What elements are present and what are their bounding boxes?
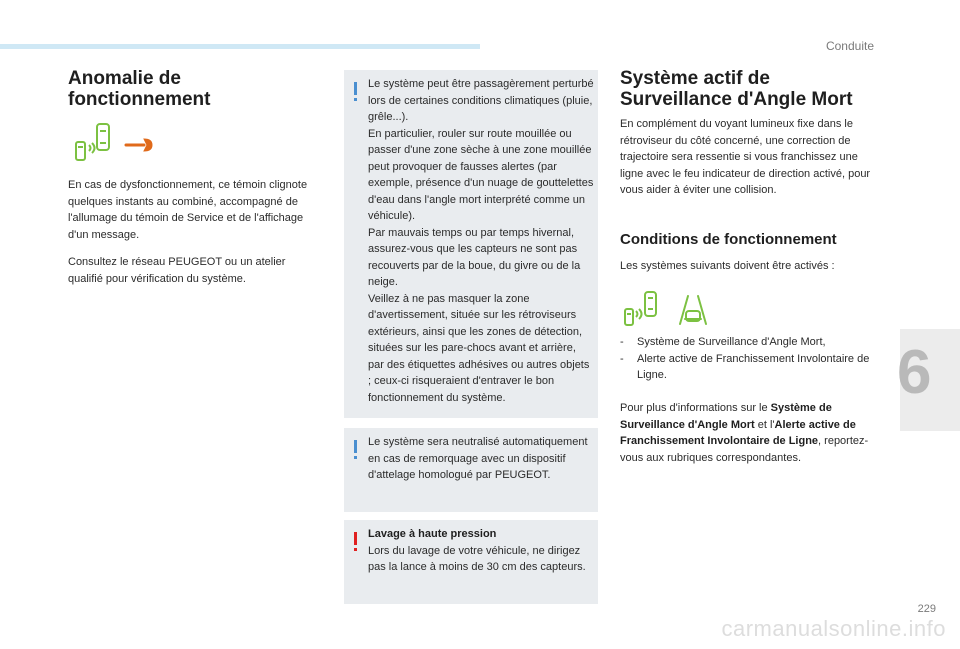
blind-spot-icon [76,124,109,160]
required-systems-list [620,334,878,384]
warning-note-washing [344,520,598,604]
wrench-icon [126,139,152,151]
note-towing-text: Le système sera neutralisé automatiquement en cas de remorquage avec un dispositif d'attelage homologué par PEUGEOT. [368,436,588,481]
condition-icons [622,290,712,328]
info-icon [354,440,357,453]
watermark: carmanualsonline.info [721,616,946,641]
list-item: - Alerte active de Franchissement Involontaire de Ligne. [620,351,878,384]
more-info-mid: et l' [754,418,775,431]
more-info-post: , reportez-vous aux rubriques correspondantes. [620,435,869,464]
active-system-section [620,68,878,464]
info-note-weather [344,70,598,418]
anomaly-warning-icons [72,122,162,162]
note-weather-text: Le système peut être passagèrement perturbé lors de certaines conditions climatiques (pluie, grêle...). En particulier, rouler sur route mouillée ou passer d'une zone sèche à une zone mouillée peut provoquer de fausses alertes (par exemple, présence d'un nuage de gouttelettes d'eau dans l'angle mort interprété comme un véhicule). Par mauvais temps ou par temps hivernal, assurez-vous que les capteurs ne sont pas recouverts par de la boue, du givre ou de la neige. Veillez à ne pas masquer la zone d'avertissement, située sur les rétroviseurs extérieurs, ainsi que les zones de détection, situées sur les pare-chocs avant et arrière, par des étiquettes adhésives ou autres objets ; ceux-ci risqueraient d'entraver le bon fonctionnement du système. [368,78,594,404]
chapter-title: Conduite [825,39,874,53]
active-system-intro: En complément du voyant lumineux fixe dans le rétroviseur du côté concerné, une correction de trajectoire sera ressentie si vous franchissez une ligne avec le feu indicateur de direction activé, pour vous aider à éviter une collision. [620,118,871,196]
blind-spot-icon [625,292,656,325]
info-icon [354,82,357,95]
list-item: - Système de Surveillance d'Angle Mort, [620,334,878,351]
note-washing [368,526,594,576]
anomaly-section [68,68,318,285]
note-washing-title: Lavage à haute pression [368,528,497,540]
more-info-link-lane: Alerte active de Franchissement Involontaire de Ligne [620,418,856,447]
note-washing-text: Lors du lavage de votre véhicule, ne dirigez pas la lance à moins de 30 cm des capteurs. [368,544,586,573]
anomaly-text-2: Consultez le réseau PEUGEOT ou un atelier qualifié pour vérification du système. [68,256,286,285]
anomaly-title-line1: Anomalie de [68,68,181,89]
lane-departure-icon [680,296,706,324]
info-note-towing [344,428,598,512]
active-title-line1: Système actif de [620,68,770,89]
active-title-line2: Surveillance d'Angle Mort [620,89,853,110]
chapter-number: 6 [897,338,932,407]
anomaly-title [68,68,318,110]
anomaly-title-line2: fonctionnement [68,89,211,110]
warning-icon [354,532,357,545]
conditions-title: Conditions de fonctionnement [620,231,837,248]
more-info-text [620,400,878,466]
header-accent-bar [0,44,480,49]
active-system-title [620,68,878,110]
anomaly-text-1: En cas de dysfonctionnement, ce témoin clignote quelques instants au combiné, accompagné de l'allumage du témoin de Service et de l'affichage d'un message. [68,179,308,241]
more-info-link-blind-spot: Système de Surveillance d'Angle Mort [620,402,832,431]
page-number: 229 [917,603,936,615]
more-info-pre: Pour plus d'informations sur le [620,402,771,414]
conditions-intro: Les systèmes suivants doivent être activés : [620,260,835,272]
